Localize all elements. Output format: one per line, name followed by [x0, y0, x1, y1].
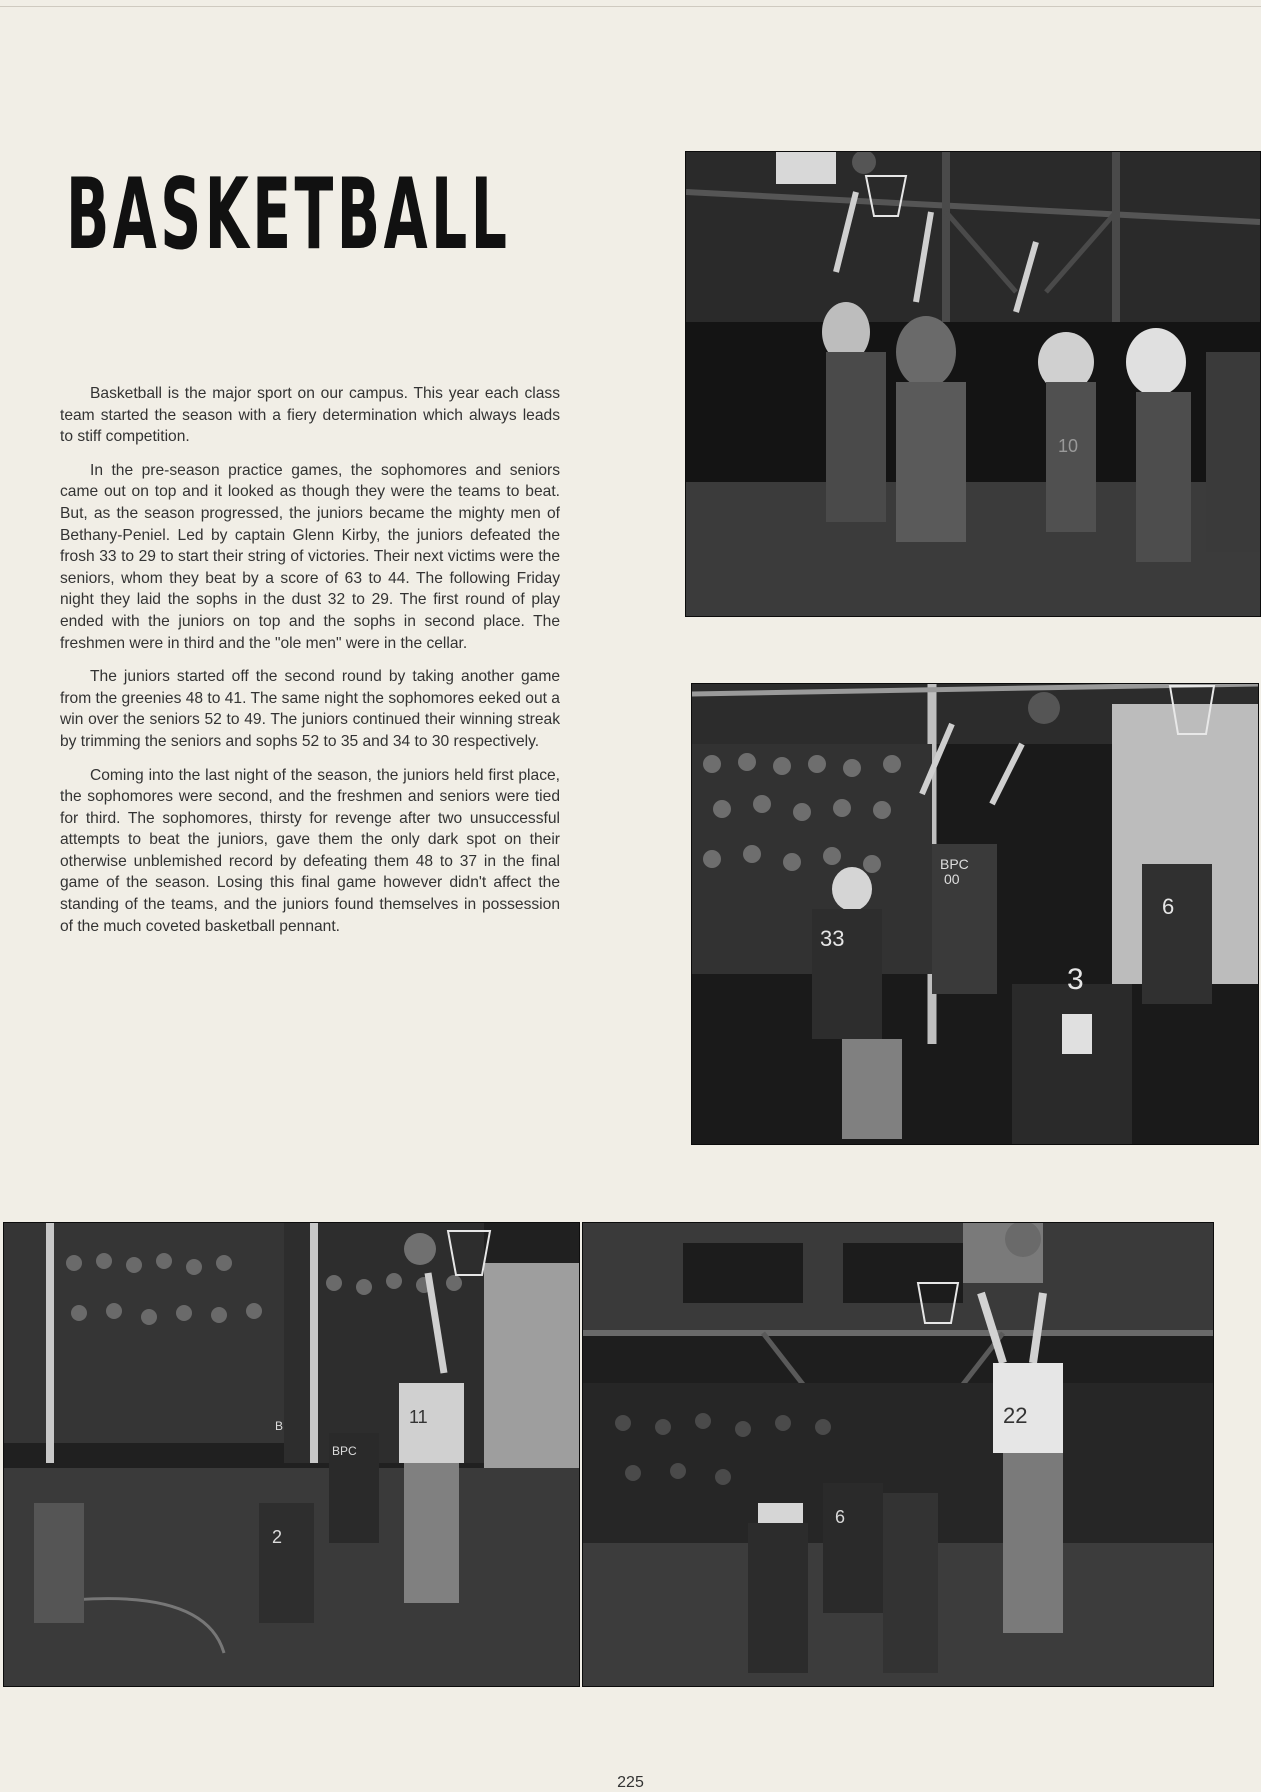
jersey-number: 10	[1058, 436, 1079, 456]
top-rule	[0, 6, 1261, 7]
page-number: 225	[617, 1774, 644, 1791]
photo-rebound-under-basket	[686, 152, 1260, 616]
photo-game-with-crowd	[692, 684, 1258, 1144]
article-body	[60, 383, 560, 949]
jersey-number: 6	[835, 1507, 846, 1527]
jersey-letter: B	[275, 1419, 284, 1433]
photo-jump-shot	[583, 1223, 1213, 1686]
photo-shot-in-gym	[4, 1223, 579, 1686]
jersey-letters: BPC	[940, 856, 969, 872]
page-title: BASKETBALL	[66, 158, 511, 272]
paragraph-4: Coming into the last night of the season, the juniors held first place, the sophomores were second, and the freshmen and seniors were tied for third. The sophomores, thirsty for revenge after two unsuccessful attempts to beat the juniors, gave them the only dark spot on their otherwise unblemished record by defeating them 48 to 37 in the final game of the season. Losing this final game however didn't affect the standing of the teams, and the juniors found themselves in possession of the much coveted basketball pennant.	[60, 766, 560, 935]
jersey-number: 3	[1067, 963, 1084, 996]
jersey-number: 00	[944, 871, 960, 887]
jersey-number: 33	[820, 926, 845, 951]
jersey-number: 2	[272, 1527, 283, 1547]
paragraph-1: Basketball is the major sport on our campus. This year each class team started the season with a fiery determination which always leads to stiff competition.	[60, 385, 560, 446]
jersey-number: 6	[1162, 894, 1175, 919]
paragraph-3: The juniors started off the second round by taking another game from the greenies 48 to 41. The same night the sophomores eeked out a win over the seniors 52 to 49. The juniors continued their winning streak by trimming the seniors and sophs 52 to 35 and 34 to 30 respectively.	[60, 668, 560, 750]
jersey-number: 22	[1003, 1403, 1028, 1428]
paragraph-2: In the pre-season practice games, the sophomores and seniors came out on top and it looked as though they were the teams to beat. But, as the season progressed, the juniors became the mighty men of Bethany-Peniel. Led by captain Glenn Kirby, the juniors defeated the frosh 33 to 29 to start their string of victories. Their next victims were the seniors, whom they beat by a score of 63 to 44. The following Friday night they laid the sophs in the dust 32 to 29. The first round of play ended with the juniors on top and the sophs in second place. The freshmen were in third and the "ole men" were in the cellar.	[60, 461, 560, 652]
jersey-letters: BPC	[332, 1444, 357, 1458]
jersey-number: 11	[409, 1407, 428, 1427]
